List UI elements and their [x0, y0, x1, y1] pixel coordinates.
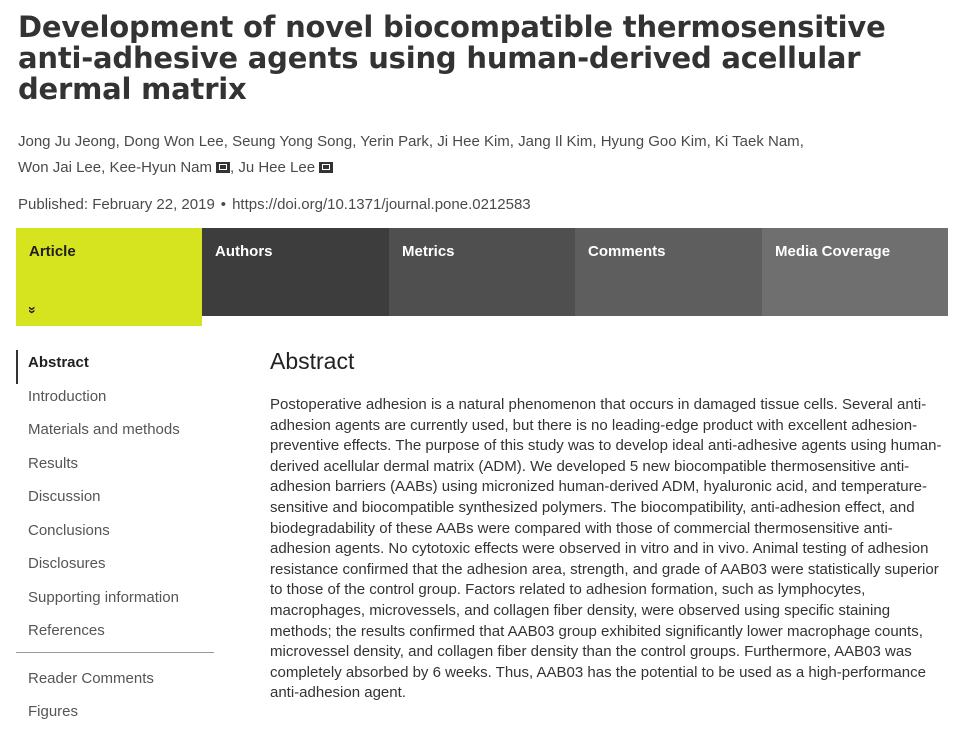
abstract-heading: Abstract — [270, 348, 355, 374]
author-link[interactable]: Ju Hee Lee — [238, 159, 333, 176]
nav-item-disclosures[interactable]: Disclosures — [28, 555, 106, 572]
nav-item-reader-comments[interactable]: Reader Comments — [28, 669, 154, 687]
tab-comments[interactable] — [575, 228, 762, 316]
author-link[interactable]: Kee-Hyun Nam — [109, 159, 230, 176]
mail-icon[interactable] — [319, 162, 333, 173]
published-date: Published: February 22, 2019 — [18, 196, 215, 213]
tab-authors[interactable] — [202, 228, 389, 316]
tab-label: Comments — [588, 243, 666, 260]
author-link[interactable]: Ji Hee Kim — [437, 133, 510, 150]
article-title: Development of novel biocompatible thermosensitive anti-adhesive agents using human-derived acellular dermal matrix — [18, 10, 886, 106]
section-nav — [16, 350, 214, 733]
nav-item-discussion[interactable]: Discussion — [28, 488, 101, 505]
nav-item-abstract[interactable]: Abstract — [16, 350, 214, 384]
article-tabs — [16, 228, 948, 326]
bullet-separator: • — [220, 196, 227, 213]
tab-metrics[interactable] — [389, 228, 575, 316]
nav-item-materials-and-methods[interactable]: Materials and methods — [28, 421, 180, 438]
publication-info — [18, 196, 531, 213]
author-list: Jong Ju Jeong, Dong Won Lee, Seung Yong Song, Yerin Park, Ji Hee Kim, Jang Il Kim, Hyung Goo Kim, Ki Taek Nam, Won Jai Lee, Kee-Hyun Nam , Ju Hee Lee — [18, 133, 804, 176]
author-link[interactable]: Jang Il Kim — [518, 133, 593, 150]
author-link[interactable]: Hyung Goo Kim — [600, 133, 707, 150]
tab-media-coverage[interactable] — [762, 228, 948, 316]
nav-item-conclusions[interactable]: Conclusions — [28, 521, 110, 539]
tab-label: Media Coverage — [775, 243, 891, 260]
chevron-down-icon: » — [24, 306, 41, 314]
nav-item-results[interactable]: Results — [28, 454, 79, 472]
author-link[interactable]: Jong Ju Jeong — [18, 133, 116, 150]
nav-item-introduction[interactable]: Introduction — [28, 387, 107, 405]
abstract-text: Postoperative adhesion is a natural phenomenon that occurs in damaged tissue cells. Several anti-adhesion agents are currently used, but there is no leading-edge product with excellent adhesion-preventive effects. The purpose of this study was to develop ideal anti-adhesive agents using human-derived acellular dermal matrix (ADM). We developed 5 new biocompatible thermosensitive anti-adhesion barriers (AABs) using micronized human-derived ADM, hyaluronic acid, and temperature-sensitive and biocompatible synthesized polymers. The biocompatibility, anti-adhesion effect, and biodegradability of these AABs were compared with those of commercial thermosensitive anti-adhesion agents. No cytotoxic effects were observed in vitro and in vivo. Animal testing of adhesion resistance confirmed that the adhesion area, strength, and grade of AAB03 were statistically superior to those of the control group. Factors related to adhesion formation, such as lymphocytes, macrophages, microvessels, and collagen fiber density, were observed using specific staining methods; the results confirmed that AAB03 group exhibited significantly lower macrophage counts, microvessel density, and collagen fiber density than the control groups. Furthermore, AAB03 was completely absorbed by 6 weeks. Thus, AAB03 has the potential to be used as a high-performance anti-adhesion agent. — [270, 396, 942, 702]
doi-link[interactable]: https://doi.org/10.1371/journal.pone.0212583 — [232, 196, 531, 213]
author-link[interactable]: Ki Taek Nam — [714, 133, 800, 150]
nav-divider — [16, 652, 214, 653]
tab-label: Article — [29, 243, 76, 260]
author-link[interactable]: Won Jai Lee — [18, 159, 102, 176]
tab-article[interactable] — [16, 228, 202, 326]
tab-label: Metrics — [402, 243, 455, 260]
tab-label: Authors — [215, 243, 273, 260]
nav-item-figures[interactable]: Figures — [28, 703, 79, 720]
author-link[interactable]: Seung Yong Song — [232, 133, 353, 150]
author-link[interactable]: Dong Won Lee — [123, 133, 224, 150]
nav-item-references[interactable]: References — [28, 622, 105, 639]
author-link[interactable]: Yerin Park — [360, 133, 429, 150]
mail-icon[interactable] — [216, 162, 230, 173]
nav-item-supporting-information[interactable]: Supporting information — [28, 588, 179, 606]
